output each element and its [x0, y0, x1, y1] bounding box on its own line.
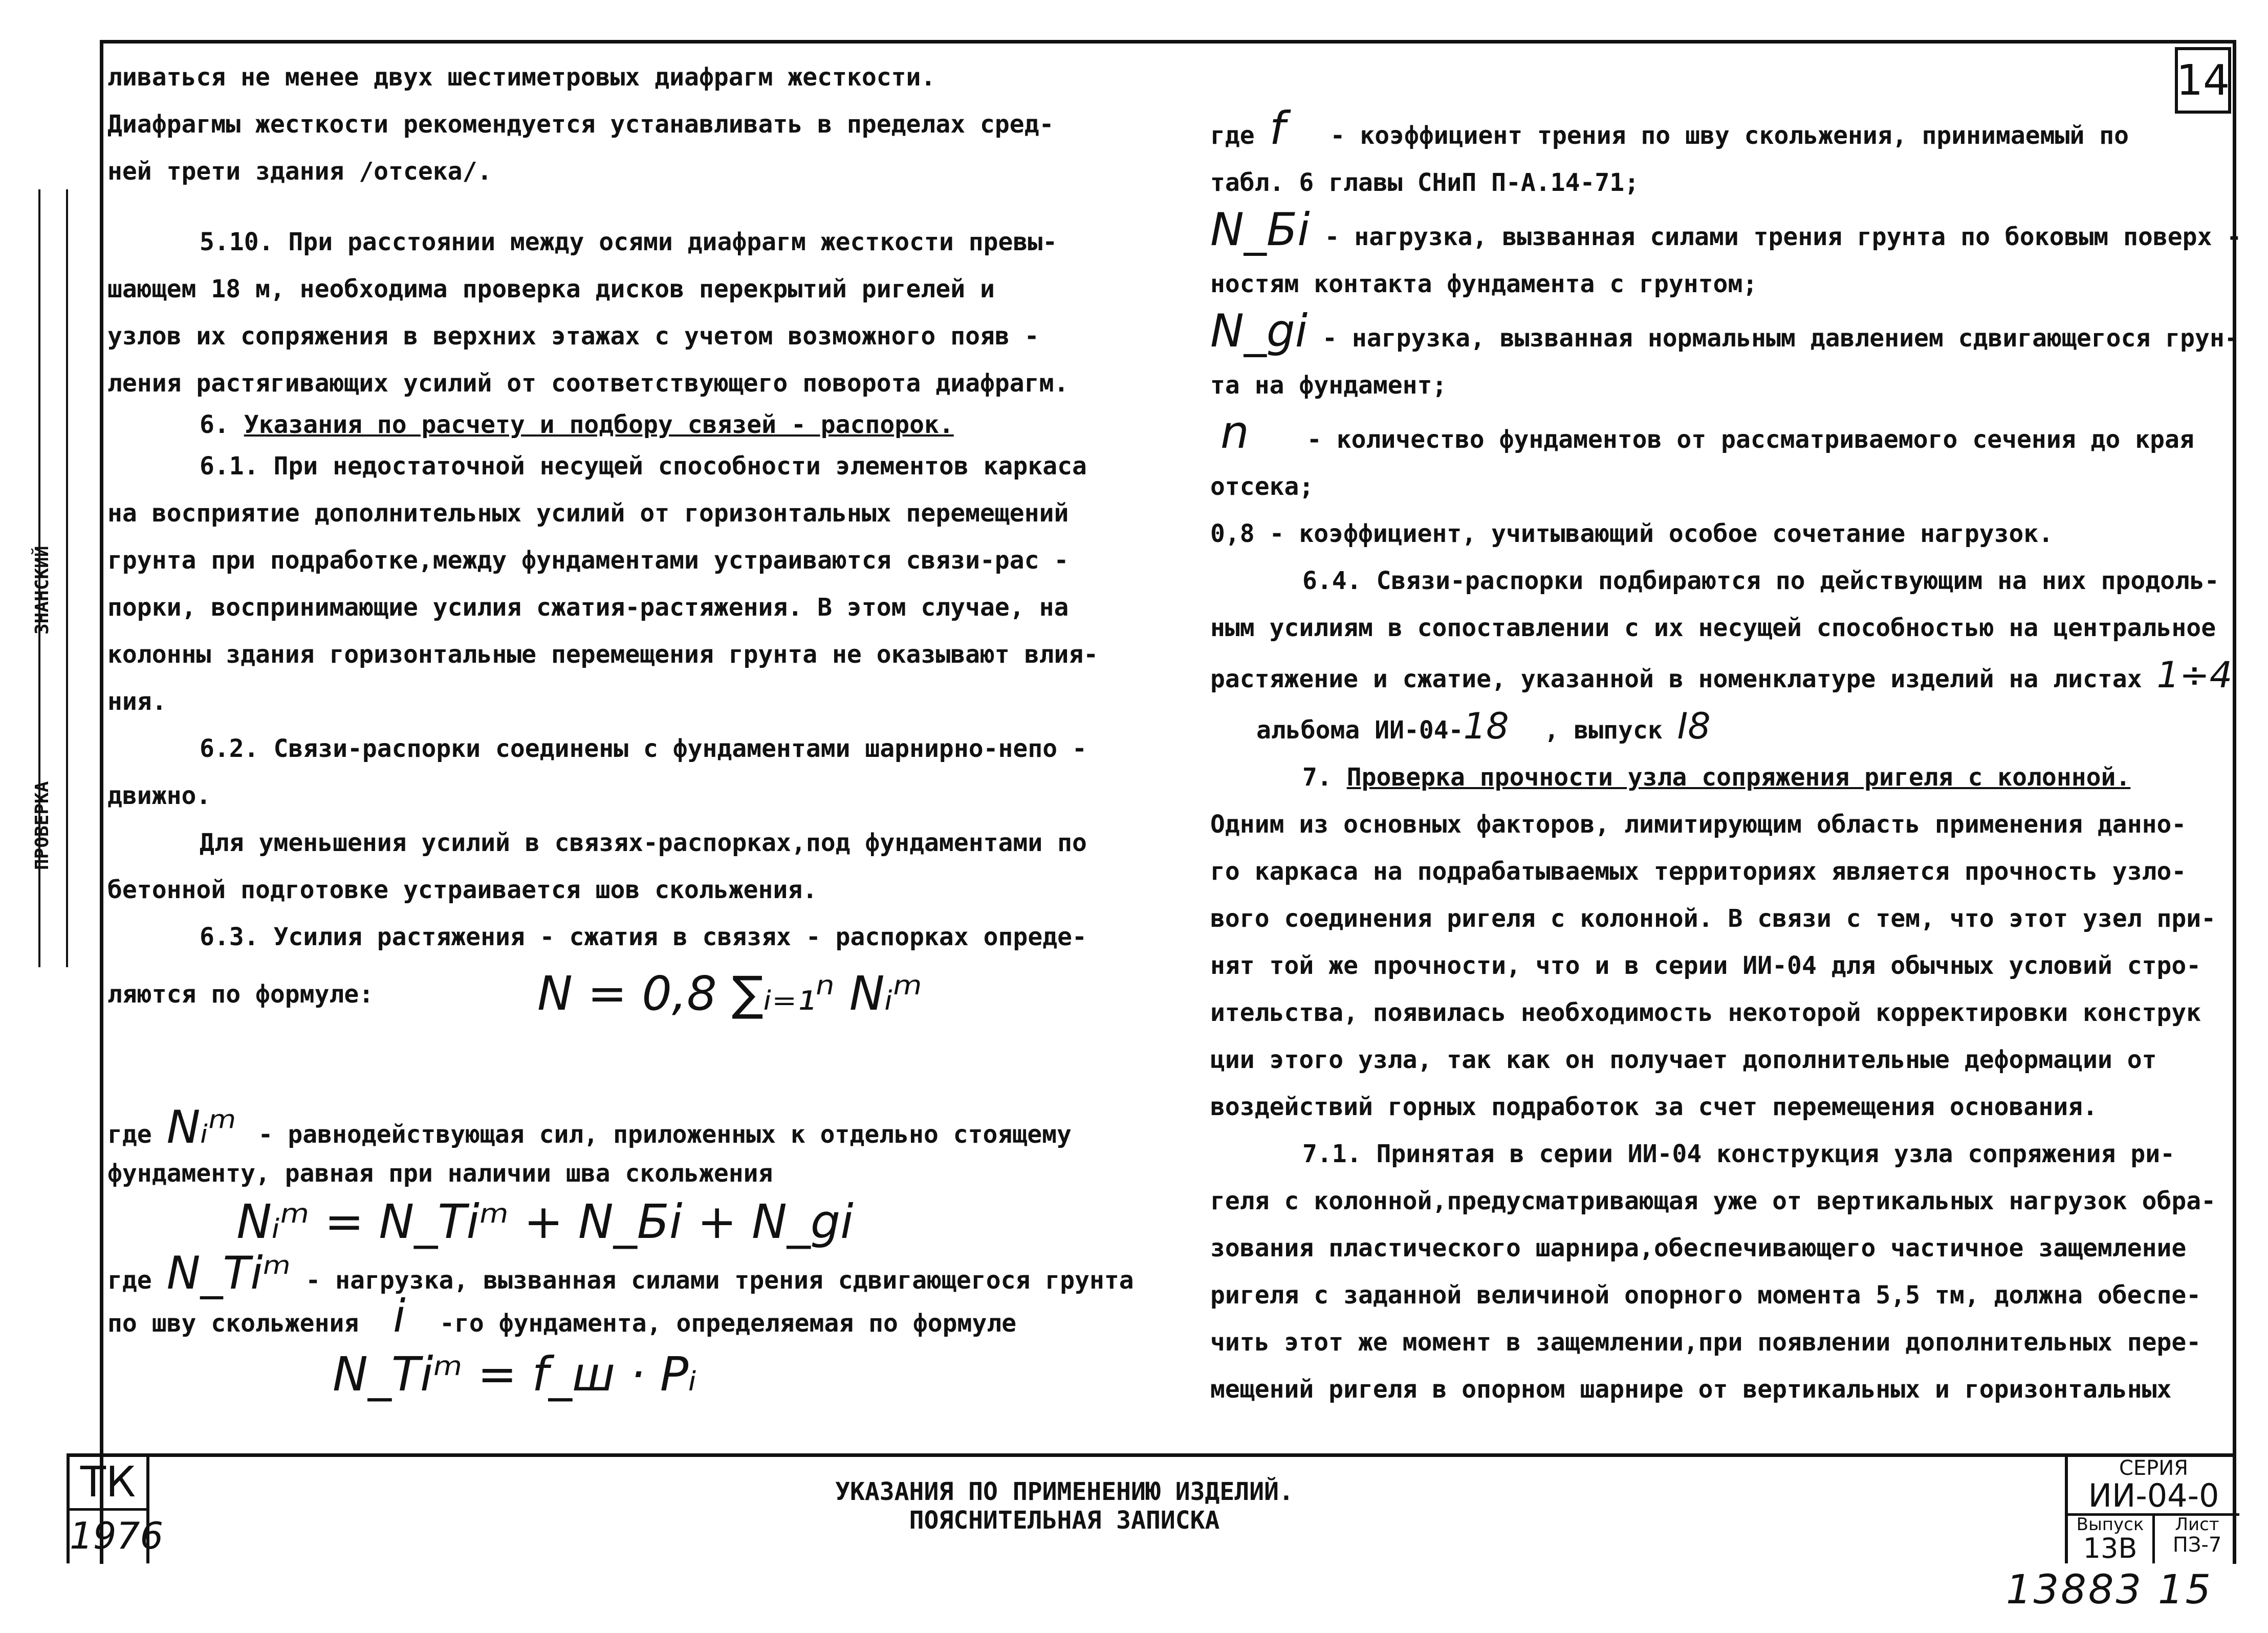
formula-friction: N_Tiᵐ = f_ш · Pᵢ — [333, 1347, 697, 1402]
section-heading-6 — [107, 407, 1136, 443]
text-line: мещений ригеля в опорном шарнире от вертикальных и горизонтальных — [1210, 1375, 2172, 1404]
where-text: - нагрузка, вызванная силами трения грунта по боковым поверх - — [1324, 223, 2242, 251]
where-text: - нагрузка, вызванная силами трения сдвигающегося грунта — [306, 1266, 1134, 1295]
title-line-2: ПОЯСНИТЕЛЬНАЯ ЗАПИСКА — [909, 1506, 1220, 1535]
text-line: ния. — [107, 687, 167, 716]
sheet-label: Лист — [2175, 1514, 2219, 1535]
sheet-cell — [2155, 1514, 2239, 1563]
text-line: ливаться не менее двух шестиметровых диафрагм жесткости. — [107, 63, 936, 92]
text-line: Для уменьшения усилий в связях-распорках,под фундаментами по — [200, 829, 1087, 857]
page-number: 14 — [2175, 47, 2231, 114]
where-text: по шву скольжения — [107, 1309, 359, 1338]
title-block-right — [2065, 1457, 2239, 1563]
text-line: вого соединения ригеля с колонной. В связи с тем, что этот узел при- — [1210, 904, 2216, 933]
text-line: колонны здания горизонтальные перемещения грунта не оказывают влия- — [107, 640, 1099, 669]
where-text: - количество фундаментов от рассматриваемого сечения до края — [1306, 425, 2194, 454]
text-line: отсека; — [1210, 472, 1314, 501]
handwritten-issue: I8 — [1677, 705, 1711, 747]
section-number: 6. — [200, 410, 229, 439]
text-line: ным усилиям в сопоставлении с их несущей способностью на центральное — [1210, 614, 2216, 642]
section-title: Проверка прочности узла сопряжения ригеля с колонной. — [1346, 763, 2131, 792]
text-line: го каркаса на подрабатываемых территориях является прочность узло- — [1210, 857, 2187, 886]
symbol: n — [1220, 406, 1249, 459]
text-line: 6.1. При недостаточной несущей способности элементов каркаса — [200, 452, 1087, 481]
where-line — [107, 1101, 1136, 1158]
text-line: ительства, появилась необходимость некоторой корректировки конструк — [1210, 998, 2201, 1027]
document-title — [169, 1477, 1960, 1535]
text-line: узлов их сопряжения в верхних этажах с учетом возможного появ - — [107, 322, 1039, 351]
series-label: СЕРИЯ — [2119, 1456, 2189, 1480]
text-line: ции этого узла, так как он получает дополнительные деформации от — [1210, 1046, 2157, 1074]
tk-label: ТК — [70, 1457, 146, 1511]
left-column — [107, 54, 1136, 1408]
series-cell — [2068, 1457, 2239, 1516]
where-text: - равнодействующая сил, приложенных к отдельно стоящему — [258, 1120, 1072, 1149]
issue-value: 13В — [2083, 1532, 2138, 1564]
symbol: N_Tiᵐ — [166, 1247, 291, 1299]
handwritten-sheets: 1÷4 — [2156, 654, 2233, 696]
where-label: где — [1210, 121, 1255, 150]
where-text: - нагрузка, вызванная нормальным давлением сдвигающегося грун- — [1322, 324, 2239, 353]
text-line — [1210, 651, 2233, 703]
side-label-name: ЗНАНСКИЙ — [32, 546, 53, 635]
text-line: 6.2. Связи-распорки соединены с фундаментами шарнирно-непо - — [200, 734, 1087, 763]
text-segment: растяжение и сжатие, указанной в номенклатуре изделий на листах — [1210, 665, 2142, 693]
side-label-check: ПРОВЕРКА — [32, 781, 53, 870]
title-line-1: УКАЗАНИЯ ПО ПРИМЕНЕНИЮ ИЗДЕЛИЙ. — [835, 1477, 1294, 1506]
text-line: зования пластического шарнира,обеспечивающего частичное защемление — [1210, 1234, 2187, 1262]
text-line: 6.3. Усилия растяжения - сжатия в связях - распорках опреде- — [200, 923, 1087, 951]
text-line: нят той же прочности, что и в серии ИИ-04 для обычных условий стро- — [1210, 951, 2201, 980]
issue-cell — [2068, 1514, 2155, 1563]
text-segment: , выпуск — [1544, 716, 1663, 745]
text-line: Одним из основных факторов, лимитирующим область применения данно- — [1210, 810, 2187, 839]
series-value: ИИ-04-0 — [2088, 1477, 2219, 1514]
archive-number: 13883 15 — [2006, 1567, 2213, 1613]
text-line: ностям контакта фундамента с грунтом; — [1210, 270, 1758, 298]
where-text: - коэффициент трения по шву скольжения, принимаемый по — [1330, 121, 2129, 150]
text-line: 0,8 - коэффициент, учитывающий особое сочетание нагрузок. — [1210, 519, 2054, 548]
where-line — [107, 1247, 1136, 1299]
right-column — [1210, 102, 2242, 1413]
where-label: где — [107, 1120, 152, 1149]
year-label: 1976 — [70, 1514, 164, 1557]
where-line — [1210, 406, 2213, 463]
where-line — [107, 1290, 1136, 1342]
symbol: N_gi — [1210, 304, 1308, 357]
sheet-value: ПЗ-7 — [2172, 1533, 2222, 1557]
text-line: ригеля с заданной величиной опорного момента 5,5 тм, должна обеспе- — [1210, 1281, 2201, 1310]
text-line: Диафрагмы жесткости рекомендуется устанавливать в пределах сред- — [107, 110, 1054, 139]
text-line: движно. — [107, 781, 211, 810]
title-block-left — [67, 1457, 164, 1563]
handwritten-album: 18 — [1463, 705, 1509, 747]
symbol: N_Бi — [1210, 203, 1310, 256]
text-segment: альбома ИИ-04- — [1256, 716, 1464, 745]
section-title: Указания по расчету и подбору связей - распорок. — [244, 410, 954, 439]
where-line — [1210, 102, 2213, 159]
text-line: геля с колонной,предусматривающая уже от вертикальных нагрузок обра- — [1210, 1187, 2216, 1215]
where-text: -го фундамента, определяемая по формуле — [440, 1309, 1017, 1338]
section-number: 7. — [1302, 763, 1332, 792]
where-line — [1210, 304, 2239, 362]
text-line: грунта при подработке,между фундаментами устраиваются связи-рас - — [107, 546, 1069, 575]
symbol: Nᵢᵐ — [166, 1101, 236, 1153]
text-line: ления растягивающих усилий от соответствующего поворота диафрагм. — [107, 369, 1069, 398]
text-line: порки, воспринимающие усилия сжатия-растяжения. В этом случае, на — [107, 593, 1069, 622]
where-label: где — [107, 1266, 152, 1295]
text-line: шающем 18 м, необходима проверка дисков перекрытий ригелей и — [107, 275, 995, 303]
text-line: воздействий горных подработок за счет перемещения основания. — [1210, 1093, 2098, 1121]
text-line: 5.10. При расстоянии между осями диафрагм жесткости превы- — [200, 228, 1058, 256]
text-line: фундаменту, равная при наличии шва скольжения — [107, 1159, 773, 1188]
formula-sum: N = 0,8 ∑ᵢ₌₁ⁿ Nᵢᵐ — [537, 966, 923, 1021]
text-line: ляются по формуле: — [107, 980, 374, 1009]
text-line: табл. 6 главы СНиП П-А.14-71; — [1210, 168, 1640, 197]
text-line: бетонной подготовке устраивается шов скольжения. — [107, 876, 818, 904]
text-line: чить этот же момент в защемлении,при появлении дополнительных пере- — [1210, 1328, 2201, 1357]
issue-label: Выпуск — [2076, 1514, 2144, 1535]
section-heading-7 — [1210, 754, 2213, 801]
text-line: на восприятие дополнительных усилий от горизонтальных перемещений — [107, 499, 1069, 528]
text-line — [1210, 703, 2213, 754]
symbol: f — [1269, 102, 1285, 155]
formula-row — [107, 961, 1136, 1027]
text-line: та на фундамент; — [1210, 371, 1447, 400]
title-block — [67, 1453, 2236, 1563]
text-line: 7.1. Принятая в серии ИИ-04 конструкция узла сопряжения ри- — [1302, 1140, 2175, 1168]
symbol: i — [392, 1290, 406, 1342]
text-line: ней трети здания /отсека/. — [107, 157, 492, 186]
where-line — [1210, 203, 2242, 260]
formula-n-sum: Nᵢᵐ = N_Tiᵐ + N_Бi + N_gi — [236, 1194, 854, 1249]
text-line: 6.4. Связи-распорки подбираются по действующим на них продоль- — [1302, 567, 2219, 595]
